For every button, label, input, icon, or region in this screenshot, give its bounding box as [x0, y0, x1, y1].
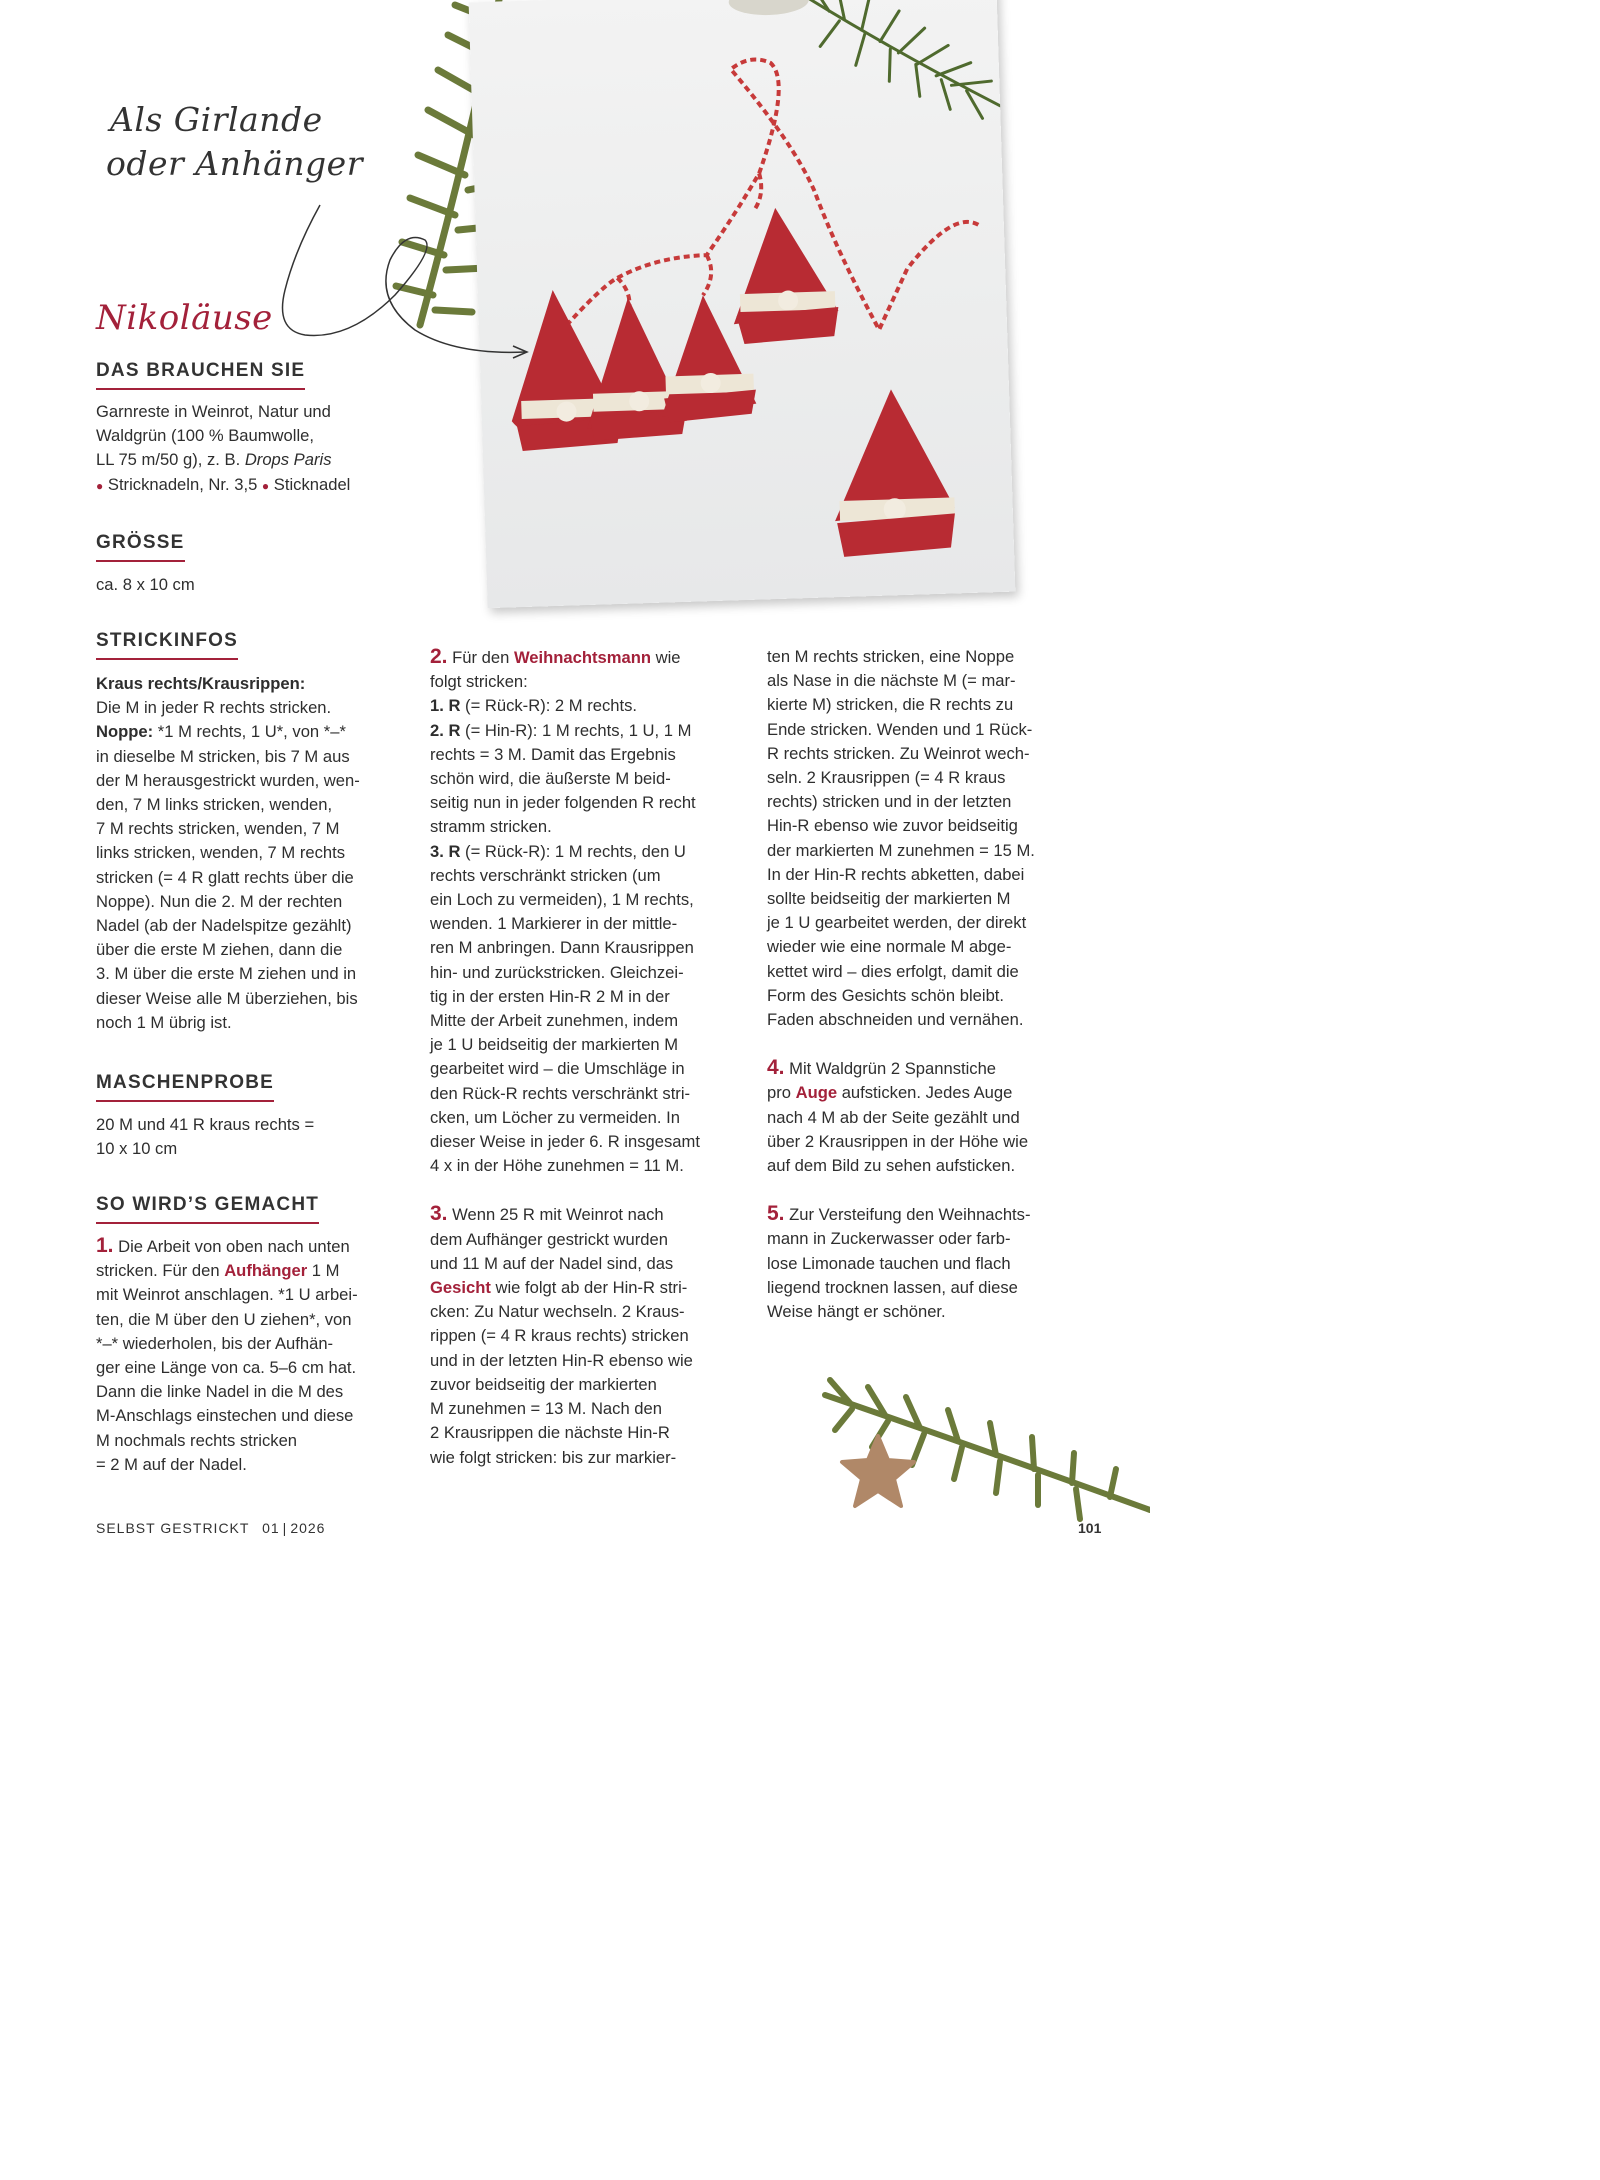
step-number: 2.: [430, 645, 448, 668]
step-number: 4.: [767, 1056, 785, 1080]
brand-name: Drops Paris: [244, 450, 332, 470]
star-icon: [838, 1432, 918, 1512]
page-number: 101: [1078, 1520, 1102, 1536]
strickinfos-text: Kraus rechts/Krausrippen: Die M in jeder R rechts stricken. Noppe: *1 M rechts, 1 U*, von *–* in dieselbe M stricken, bis 7 M aus der M herausgestrickt wurden, wen- den, 7 M links stricken, wenden, 7 M rechts stricken, wenden, 7 M links stricken, wenden, 7 M rechts stricken (= 4 R glatt rechts über die Noppe). Nun die 2. M der rechten Nadel (ab der Nadelspitze gezählt) über die erste M ziehen, dann die 3. M über die erste M ziehen und in dieser Weise alle M überziehen, bis noch 1 M übrig ist.: [96, 674, 360, 1032]
project-title: Nikoläuse: [96, 298, 273, 338]
gauge-heading: MASCHENPROBE: [96, 1072, 274, 1102]
headline-line-2: oder Anhänger: [106, 144, 363, 183]
column-3: ten M rechts stricken, eine Noppe als Nase in die nächste M (= mar- kierte M) stricken, die R rechts zu Ende stricken. Wenden und 1 Rück- R rechts stricken. Zu Weinrot wech- seln. 2 Krausrippen (= 4 R kraus rechts) stricken und in der letzten Hin-R ebenso wie zuvor beidseitig der markierten M zunehmen = 15 M. In der Hin-R rechts abketten, dabei sollte beidseitig der markierten M je 1 U gearbeitet werden, der direkt wieder wie eine normale M abge- kettet wird – dies erfolgt, damit die Form des Gesichts schön bleibt. Faden abschneiden und vernähen. 4. Mit Waldgrün 2 Spannstiche pro Auge aufsticken. Jedes Auge nach 4 M ab der Seite gezählt und über 2 Krausrippen in der Höhe wie auf dem Bild zu sehen aufsticken. 5. Zur Versteifung den Weihnachts- mann in Zuckerwasser oder farb- lose Limonade tauchen und flach liegend trocknen lassen, auf diese Weise hängt er schöner.: [767, 647, 1035, 1322]
step-number: 5.: [767, 1202, 785, 1226]
column-2: 2. Für den Weihnachtsmann wie folgt stricken: 1. R (= Rück-R): 2 M rechts. 2. R (= Hin-R): 1 M rechts, 1 U, 1 M rechts = 3 M. Damit das Ergebnis schön wird, die äußerste M beid- seitig nun in jeder folgenden R recht stramm stricken. 3. R (= Rück-R): 1 M rechts, den U rechts verschränkt stricken (um ein Loch zu vermeiden), 1 M rechts, wenden. 1 Markierer in der mittle- ren M anbringen. Dann Krausrippen hin- und zurückstricken. Gleichzei- tig in der ersten Hin-R 2 M in der Mitte der Arbeit zunehmen, indem je 1 U beidseitig der markierten M gearbeitet wird – die Umschläge in den Rück-R rechts verschränkt stri- cken, um Löcher zu vermeiden. In dieser Weise in jeder 6. R insgesamt 4 x in der Höhe zunehmen = 11 M. 3. Wenn 25 R mit Weinrot nach dem Aufhänger gestrickt wurden und 11 M auf der Nadel sind, das Gesicht wie folgt ab der Hin-R stri- cken: Zu Natur wechseln. 2 Kraus- rippen (= 4 R kraus rechts) stricken und in der letzten Hin-R ebenso wie zuvor beidseitig der markierten M zunehmen = 13 M. Nach den 2 Krausrippen die nächste Hin-R wie folgt stricken: bis zur markier-: [430, 645, 700, 1467]
size-text: ca. 8 x 10 cm: [96, 575, 195, 594]
step-number: 3.: [430, 1202, 448, 1226]
strickinfos-heading: STRICKINFOS: [96, 630, 238, 660]
materials-line: Waldgrün (100 % Baumwolle,: [96, 426, 314, 446]
materials-heading: DAS BRAUCHEN SIE: [96, 360, 305, 390]
headline: [106, 98, 363, 186]
materials-text: [96, 400, 350, 498]
headline-line-1: Als Girlande: [110, 100, 323, 139]
materials-line: ● Stricknadeln, Nr. 3,5 ● Sticknadel: [96, 474, 351, 494]
bullet-icon: ●: [96, 478, 104, 493]
materials-line: LL 75 m/50 g), z. B. Drops Paris: [96, 450, 332, 470]
issue-year: 2026: [290, 1520, 326, 1536]
product-photo: [469, 0, 1016, 608]
materials-line: Garnreste in Weinrot, Natur und: [96, 402, 331, 421]
howto-step-1: 1. Die Arbeit von oben nach unten stricken. Für den Aufhänger 1 M mit Weinrot anschlagen. *1 U arbei- ten, die M über den U ziehen*, von *–* wiederholen, bis der Aufhän- ger eine Länge von ca. 5–6 cm hat. Dann die linke Nadel in die M des M-Anschlags einstechen und diese M nochmals rechts stricken = 2 M auf der Nadel.: [96, 1234, 358, 1474]
magazine-name: SELBST GESTRICKT: [96, 1520, 250, 1536]
bullet-icon: ●: [261, 478, 270, 493]
howto-heading: SO WIRD’S GEMACHT: [96, 1194, 319, 1224]
size-heading: GRÖSSE: [96, 532, 185, 562]
issue-number: 01: [262, 1520, 280, 1536]
step-number: 1.: [96, 1234, 114, 1257]
curly-arrow-decoration: [275, 200, 535, 375]
footer-magazine: SELBST GESTRICKT 01 | 2026: [96, 1520, 326, 1536]
gauge-text: 20 M und 41 R kraus rechts = 10 x 10 cm: [96, 1115, 315, 1159]
